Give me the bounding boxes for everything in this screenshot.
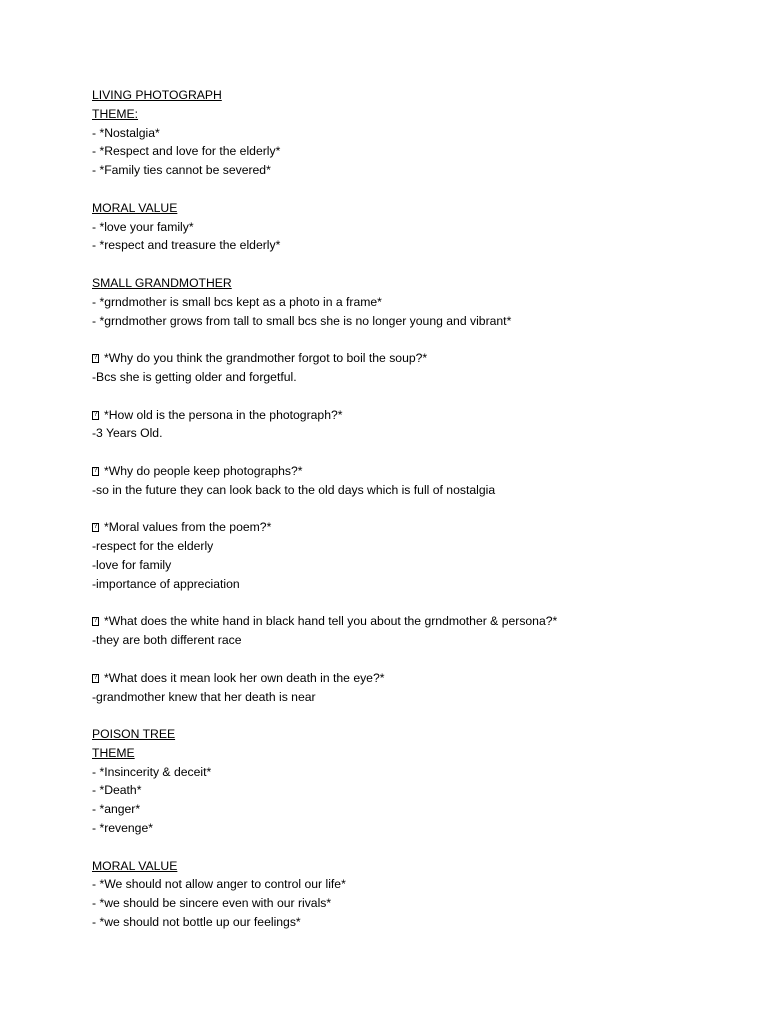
- text-line: - *we should not bottle up our feelings*: [92, 915, 301, 930]
- blank-line: [92, 180, 742, 199]
- text-line: - *Family ties cannot be severed*: [92, 163, 271, 178]
- text-line: - *Nostalgia*: [92, 125, 160, 140]
- text-line: - *Insincerity & deceit*: [92, 764, 212, 779]
- missing-glyph-icon: [92, 354, 99, 363]
- text-line: - *We should not allow anger to control our life*: [92, 877, 346, 892]
- question-line: [92, 406, 742, 425]
- question-text: *How old is the persona in the photograph?*: [104, 407, 343, 422]
- text-line: -they are both different race: [92, 633, 242, 648]
- question-line: [92, 612, 742, 631]
- text-line: -grandmother knew that her death is near: [92, 689, 316, 704]
- section-heading: POISON TREE: [92, 727, 176, 742]
- question-text: *Why do you think the grandmother forgot to boil the soup?*: [104, 351, 428, 366]
- question-text: *What does it mean look her own death in the eye?*: [104, 670, 385, 685]
- missing-glyph-icon: [92, 674, 99, 683]
- text-line: - *grndmother is small bcs kept as a photo in a frame*: [92, 294, 382, 309]
- text-line: - *Respect and love for the elderly*: [92, 144, 281, 159]
- question-text: *What does the white hand in black hand tell you about the grndmother & persona?*: [104, 614, 558, 629]
- section-heading: LIVING PHOTOGRAPH: [92, 88, 222, 102]
- blank-line: [92, 650, 742, 669]
- text-line: - *revenge*: [92, 821, 153, 836]
- text-line: -respect for the elderly: [92, 539, 214, 554]
- question-text: *Why do people keep photographs?*: [104, 463, 303, 478]
- text-line: -Bcs she is getting older and forgetful.: [92, 369, 297, 384]
- blank-line: [92, 838, 742, 857]
- text-line: - *grndmother grows from tall to small bcs she is no longer young and vibrant*: [92, 313, 512, 328]
- blank-line: [92, 706, 742, 725]
- section-heading: MORAL VALUE: [92, 858, 178, 873]
- text-line: -love for family: [92, 557, 172, 572]
- question-line: [92, 349, 742, 368]
- question-line: [92, 518, 742, 537]
- question-line: [92, 462, 742, 481]
- text-line: - *anger*: [92, 802, 141, 817]
- missing-glyph-icon: [92, 617, 99, 626]
- question-text: *Moral values from the poem?*: [104, 520, 272, 535]
- document-body: [92, 86, 742, 932]
- text-line: -3 Years Old.: [92, 426, 163, 441]
- blank-line: [92, 443, 742, 462]
- section-heading: THEME:: [92, 106, 139, 121]
- text-line: -importance of appreciation: [92, 576, 240, 591]
- section-heading: THEME: [92, 745, 135, 760]
- blank-line: [92, 255, 742, 274]
- blank-line: [92, 330, 742, 349]
- text-line: -so in the future they can look back to the old days which is full of nostalgia: [92, 482, 496, 497]
- missing-glyph-icon: [92, 467, 99, 476]
- section-heading: MORAL VALUE: [92, 200, 178, 215]
- missing-glyph-icon: [92, 523, 99, 532]
- blank-line: [92, 387, 742, 406]
- question-line: [92, 669, 742, 688]
- text-line: - *respect and treasure the elderly*: [92, 238, 281, 253]
- text-line: - *we should be sincere even with our rivals*: [92, 896, 332, 911]
- missing-glyph-icon: [92, 411, 99, 420]
- blank-line: [92, 594, 742, 613]
- section-heading: SMALL GRANDMOTHER: [92, 275, 232, 290]
- text-line: - *Death*: [92, 783, 142, 798]
- text-line: - *love your family*: [92, 219, 194, 234]
- blank-line: [92, 500, 742, 519]
